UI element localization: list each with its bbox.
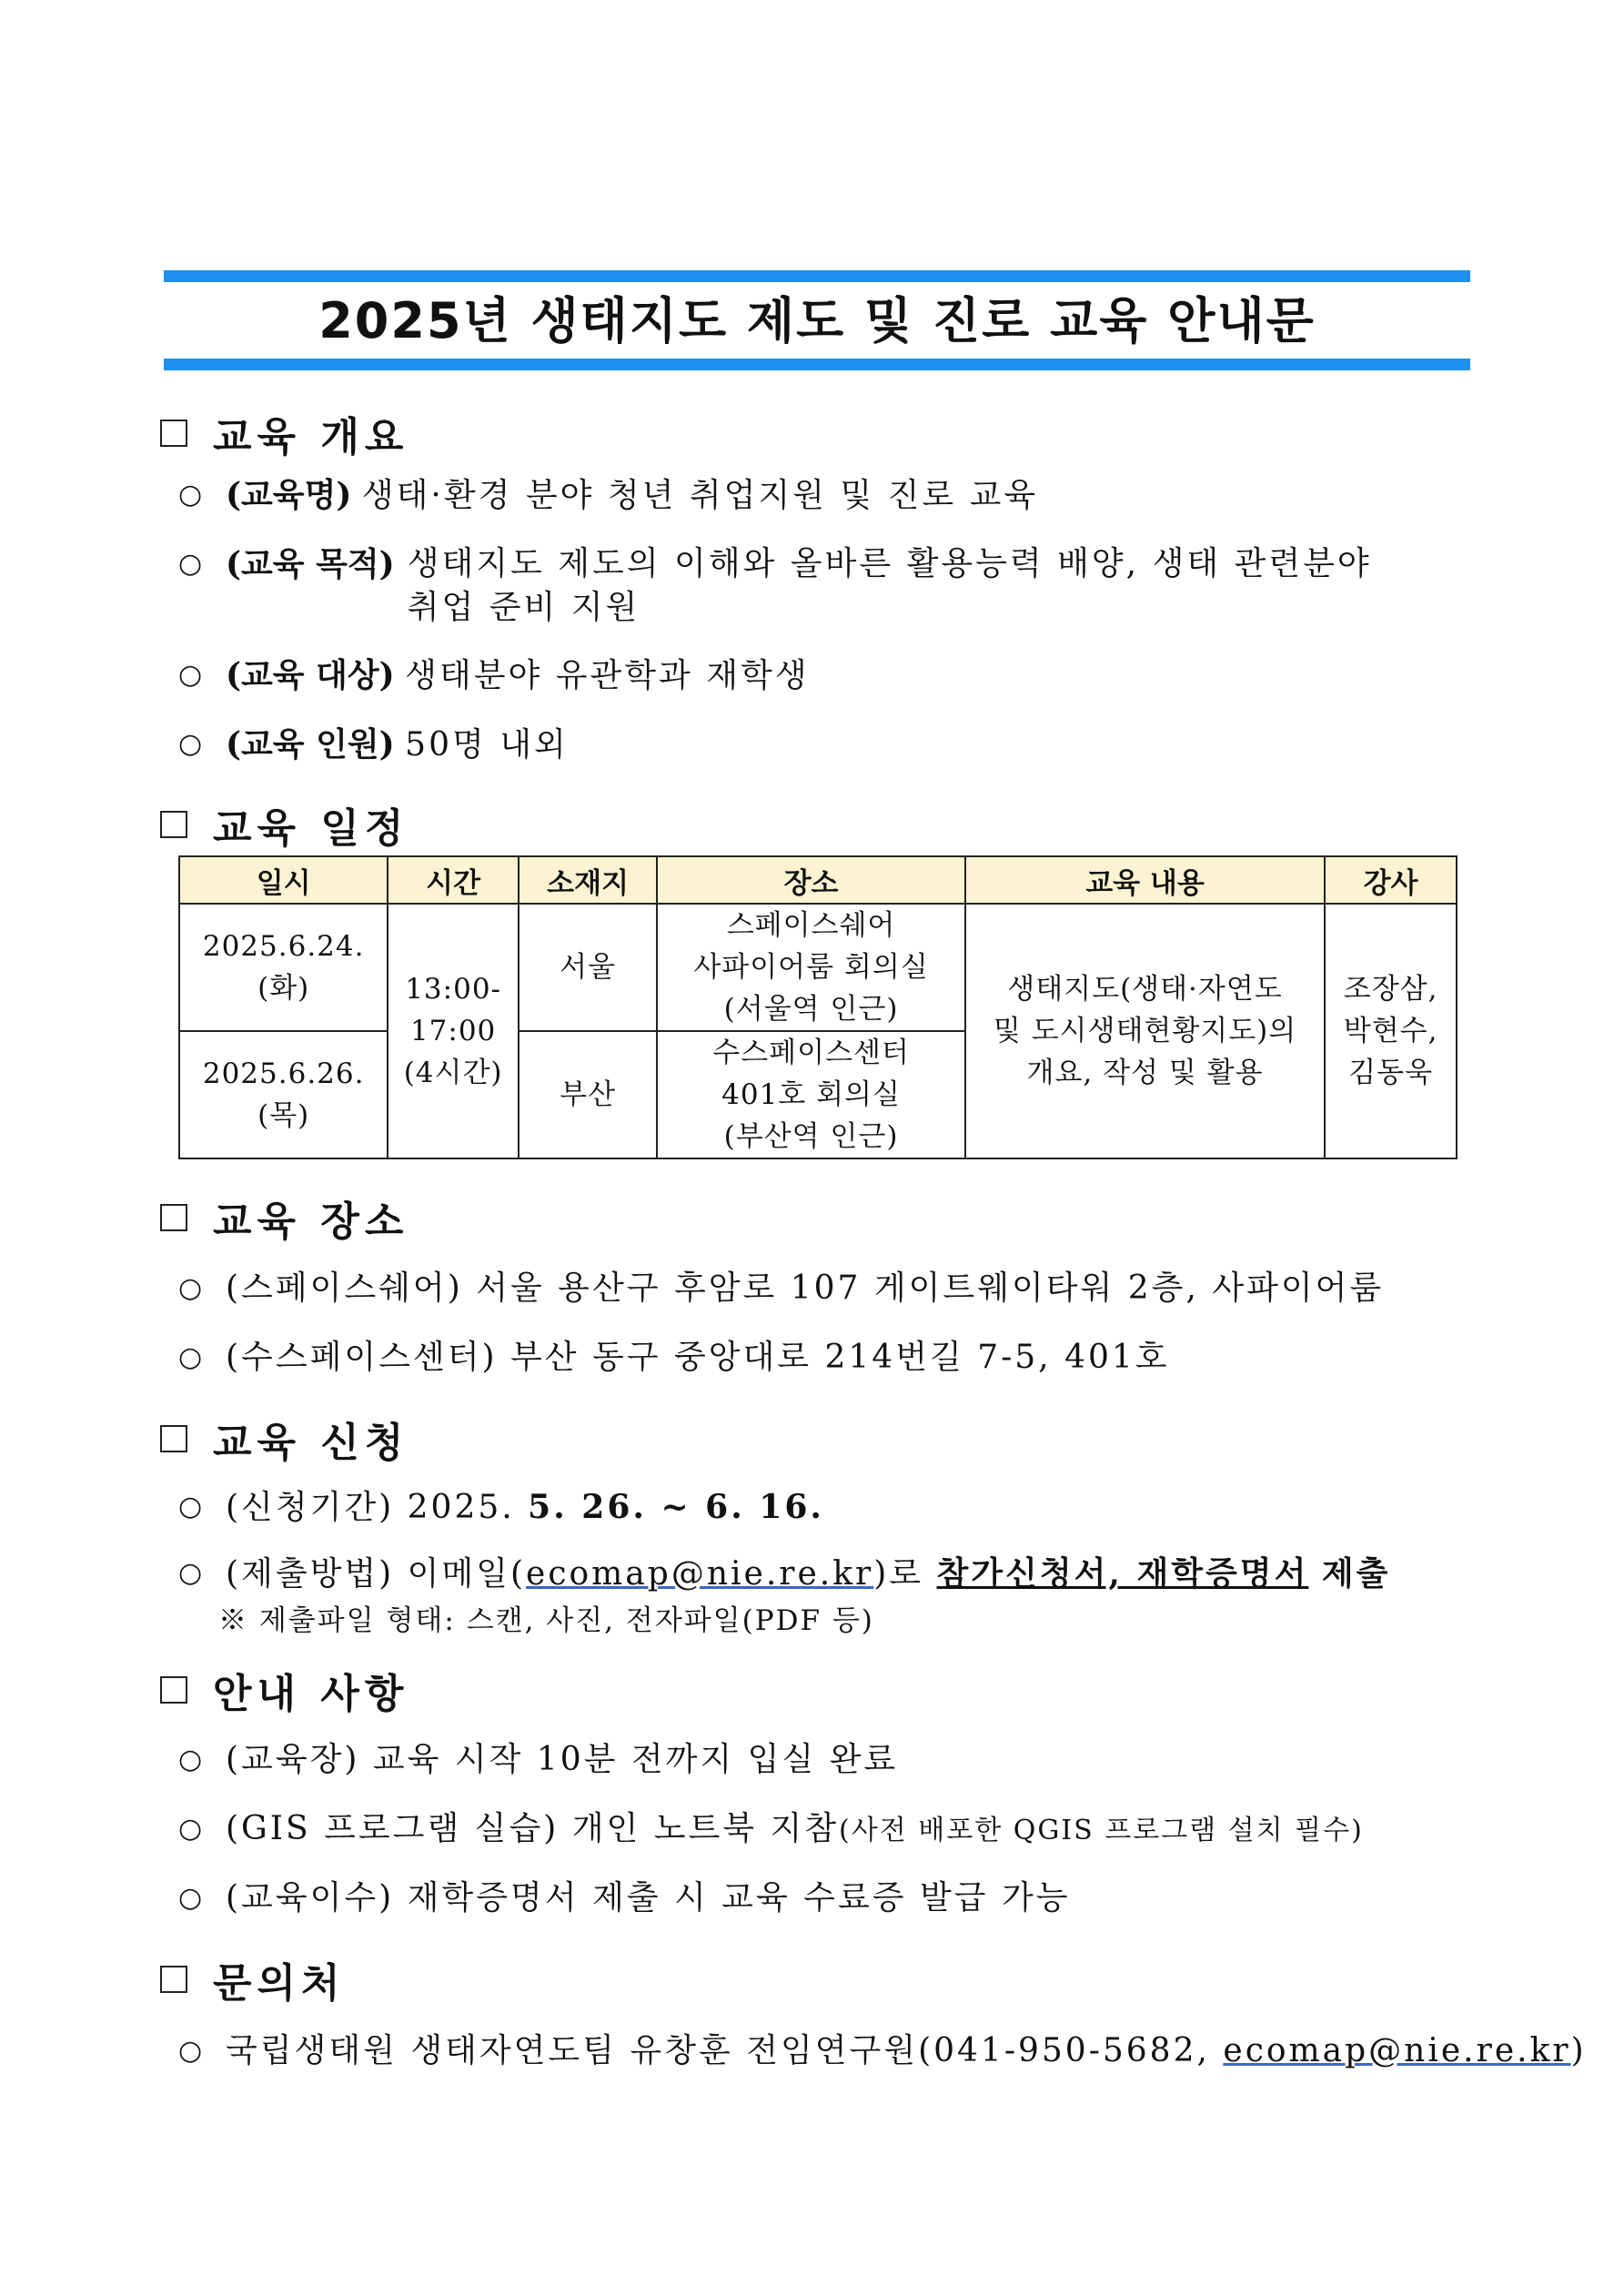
bullet-icon: ○: [178, 659, 203, 691]
region-cell: 서울: [519, 904, 657, 1031]
date-cell: 2025.6.24.(화): [179, 904, 388, 1031]
item-label: (교육명): [226, 476, 352, 514]
title-bottom-rule: [164, 359, 1470, 370]
time-start: 13:00-: [405, 973, 502, 1006]
overview-item-headcount: [178, 723, 569, 767]
region-cell: 부산: [519, 1031, 657, 1158]
bullet-icon: ○: [178, 728, 203, 760]
section-overview-heading: [160, 404, 409, 462]
time-cell: [388, 904, 519, 1158]
section-title: 교육 개요: [213, 414, 409, 460]
overview-item-name: [178, 473, 1038, 518]
content-line: 및 도시생태현황지도)의: [993, 1015, 1297, 1047]
bullet-icon: ○: [178, 1557, 203, 1589]
time-duration: (4시간): [403, 1057, 503, 1089]
document-title: 2025년 생태지도 제도 및 진로 교육 안내문: [318, 292, 1316, 349]
instructor-name: 김동욱: [1348, 1057, 1434, 1089]
checkbox-icon: [160, 1966, 187, 1993]
table-row: [179, 904, 1457, 1031]
checkbox-icon: [160, 1425, 187, 1452]
item-text: 생태지도 제도의 이해와 올바른 활용능력 배양, 생태 관련분야: [407, 545, 1372, 582]
method-label: (제출방법): [226, 1555, 395, 1593]
instructor-name: 박현수,: [1343, 1015, 1438, 1047]
bullet-icon: ○: [178, 1813, 203, 1845]
method-text: )로: [873, 1555, 924, 1593]
section-contact-heading: [160, 1950, 346, 2008]
column-header: 일시: [179, 856, 388, 904]
place-line: 스페이스쉐어: [726, 909, 896, 942]
section-schedule-heading: [160, 795, 409, 854]
column-header: 교육 내용: [965, 856, 1325, 904]
venue-address: (스페이스쉐어) 서울 용산구 후암로 107 게이트웨이타워 2층, 사파이어룸: [226, 1269, 1385, 1307]
overview-item-purpose: [178, 542, 1372, 630]
contact-item: [178, 2029, 1587, 2073]
item-text: 생태분야 유관학과 재학생: [405, 657, 810, 694]
section-title: 안내 사항: [213, 1671, 409, 1717]
place-line: 사파이어룸 회의실: [693, 951, 929, 984]
column-header: 소재지: [519, 856, 657, 904]
section-title: 문의처: [213, 1960, 346, 2007]
section-title: 교육 일정: [213, 805, 409, 852]
notice-text: (교육이수) 재학증명서 제출 시 교육 수료증 발급 가능: [226, 1879, 1071, 1917]
venue-item: [178, 1267, 1384, 1310]
column-header: 시간: [388, 856, 519, 904]
instructor-name: 조장삼,: [1343, 973, 1438, 1006]
bullet-icon: ○: [178, 548, 203, 580]
notice-subnote: (사전 배포한 QGIS 프로그램 설치 필수): [839, 1815, 1364, 1846]
period-label: (신청기간): [226, 1489, 395, 1526]
item-text: 생태·환경 분야 청년 취업지원 및 진로 교육: [361, 477, 1039, 514]
contact-text: 국립생태원 생태자연도팀 유창훈 전임연구원(041-950-5682,: [226, 2032, 1210, 2069]
venue-item: [178, 1336, 1170, 1380]
schedule-table: [178, 855, 1458, 1159]
application-period: [178, 1485, 824, 1530]
submit-text: 제출: [1321, 1554, 1391, 1593]
contact-close: ): [1570, 2032, 1587, 2069]
instructor-cell: [1325, 904, 1457, 1158]
venue-address: (수스페이스센터) 부산 동구 중앙대로 214번길 7-5, 401호: [226, 1339, 1170, 1376]
contact-email-link[interactable]: ecomap@nie.re.kr: [1223, 2032, 1571, 2069]
bullet-icon: ○: [178, 2035, 203, 2067]
time-end: 17:00: [409, 1015, 497, 1047]
date-cell: 2025.6.26.(목): [179, 1031, 388, 1158]
title-block: [164, 270, 1470, 370]
place-cell: [657, 904, 964, 1031]
section-title: 교육 신청: [213, 1420, 409, 1466]
item-label: (교육 목적): [226, 545, 395, 583]
notice-item: [178, 1807, 1364, 1853]
overview-item-target: [178, 653, 810, 698]
application-method: [178, 1552, 1390, 1596]
item-text: 50명 내외: [405, 726, 569, 764]
period-dates: 5. 26. ~ 6. 16.: [528, 1488, 824, 1526]
place-line: (부산역 인근): [723, 1120, 899, 1153]
section-venue-heading: [160, 1188, 409, 1247]
place-line: (서울역 인근): [723, 993, 899, 1026]
title-top-rule: [164, 270, 1470, 282]
notice-text: (교육장) 교육 시작 10분 전까지 입실 완료: [226, 1741, 899, 1778]
checkbox-icon: [160, 1204, 187, 1231]
table-header-row: [179, 856, 1457, 904]
content-line: 생태지도(생태·자연도: [1007, 973, 1283, 1006]
bullet-icon: ○: [178, 479, 203, 511]
content-cell: [965, 904, 1325, 1158]
bullet-icon: ○: [178, 1744, 203, 1775]
checkbox-icon: [160, 811, 187, 838]
checkbox-icon: [160, 1676, 187, 1704]
column-header: 장소: [657, 856, 964, 904]
bullet-icon: ○: [178, 1272, 203, 1304]
item-text-continued: 취업 준비 지원: [407, 589, 641, 626]
item-label: (교육 인원): [226, 725, 395, 764]
place-cell: [657, 1031, 964, 1158]
period-year: 2025.: [407, 1489, 515, 1526]
notice-text: (GIS 프로그램 실습) 개인 노트북 지참: [226, 1810, 840, 1847]
method-text: 이메일(: [407, 1555, 527, 1593]
notice-item: [178, 1738, 898, 1782]
bullet-icon: ○: [178, 1341, 203, 1373]
email-link[interactable]: ecomap@nie.re.kr: [526, 1555, 874, 1593]
bullet-icon: ○: [178, 1882, 203, 1914]
bullet-icon: ○: [178, 1491, 203, 1522]
item-label: (교육 대상): [226, 656, 395, 694]
column-header: 강사: [1325, 856, 1457, 904]
place-line: 수스페이스센터: [712, 1037, 910, 1069]
file-format-note: ※ 제출파일 형태: 스캔, 사진, 전자파일(PDF 등): [218, 1604, 874, 1637]
section-application-heading: [160, 1410, 409, 1468]
place-line: 401호 회의실: [721, 1078, 901, 1111]
required-documents: 참가신청서, 재학증명서: [936, 1554, 1309, 1593]
section-title: 교육 장소: [213, 1199, 409, 1245]
notice-item: [178, 1876, 1071, 1920]
checkbox-icon: [160, 420, 187, 447]
content-line: 개요, 작성 및 활용: [1026, 1057, 1264, 1089]
section-notice-heading: [160, 1661, 409, 1719]
